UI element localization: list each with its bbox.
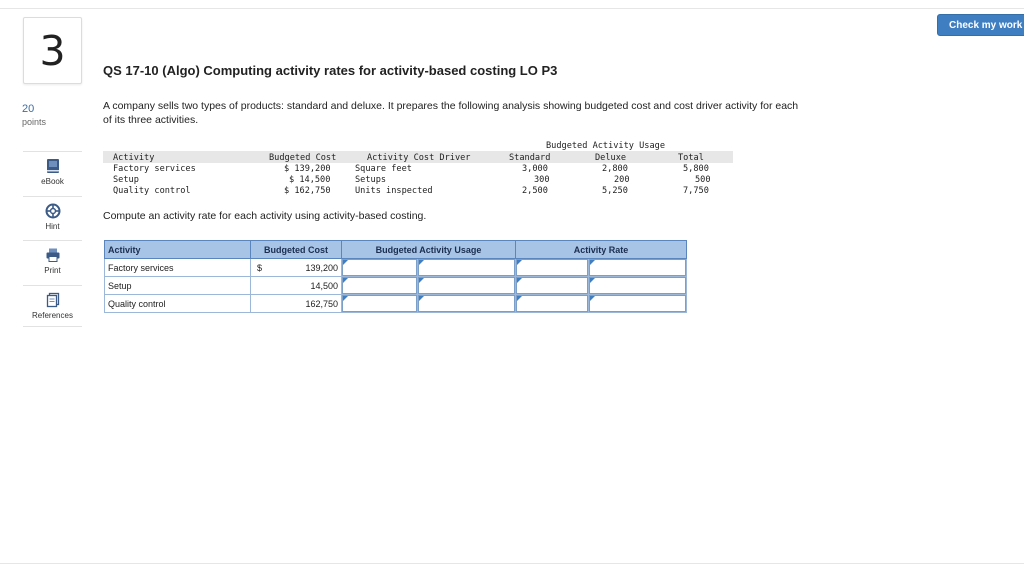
row-activity: Factory services — [105, 259, 251, 277]
usage-input-denominator[interactable] — [418, 259, 515, 276]
print-label: Print — [44, 266, 61, 275]
given-cell: 5,800 — [683, 164, 709, 174]
given-cell: Quality control — [113, 186, 191, 196]
given-header-cost-driver: Activity Cost Driver — [367, 153, 471, 163]
given-cell: 2,800 — [602, 164, 628, 174]
usage-input-denominator[interactable] — [418, 295, 515, 312]
given-cell: 2,500 — [522, 186, 548, 196]
row-activity: Setup — [105, 277, 251, 295]
given-group-header: Budgeted Activity Usage — [546, 141, 665, 151]
row-activity: Quality control — [105, 295, 251, 313]
given-cell: 500 — [695, 175, 711, 185]
usage-input-numerator[interactable] — [342, 295, 417, 312]
answer-header-activity: Activity — [105, 241, 251, 259]
given-header-standard: Standard — [509, 153, 551, 163]
given-cell: Setups — [355, 175, 387, 185]
check-my-work-button[interactable]: Check my work — [937, 14, 1024, 36]
hint-label: Hint — [45, 222, 60, 231]
references-icon — [45, 292, 61, 308]
print-button[interactable] — [23, 240, 82, 279]
bottom-divider — [0, 563, 1024, 564]
rate-input[interactable] — [516, 295, 588, 312]
answer-header-activity-rate: Activity Rate — [516, 241, 687, 259]
ebook-label: eBook — [41, 177, 64, 186]
given-cell: 300 — [534, 175, 550, 185]
usage-input-denominator[interactable] — [418, 277, 515, 294]
hint-icon — [45, 203, 61, 219]
table-row — [105, 295, 687, 313]
currency-symbol: $ — [251, 259, 263, 277]
given-header-deluxe: Deluxe — [595, 153, 627, 163]
rate-unit-input[interactable] — [589, 277, 686, 294]
book-icon — [45, 158, 61, 174]
given-header-activity: Activity — [113, 153, 155, 163]
given-cell: 7,750 — [683, 186, 709, 196]
points-value: 20 — [22, 103, 35, 115]
given-cell: 5,250 — [602, 186, 628, 196]
given-cell: Square feet — [355, 164, 412, 174]
question-intro: A company sells two types of products: standard and deluxe. It prepares the following analysis showing budgeted cost and cost driver activity for each of its three activities. — [103, 100, 799, 126]
given-cell: Setup — [113, 175, 139, 185]
given-header-total: Total — [678, 153, 704, 163]
question-number: 3 — [23, 17, 82, 84]
question-title: QS 17-10 (Algo) Computing activity rates for activity-based costing LO P3 — [103, 63, 558, 78]
row-budgeted-cost: 162,750 — [263, 295, 342, 313]
printer-icon — [45, 247, 61, 263]
currency-symbol — [251, 295, 263, 313]
given-cell: $ 139,200 — [284, 164, 331, 174]
given-cell: 3,000 — [522, 164, 548, 174]
given-cell: $ 14,500 — [289, 175, 331, 185]
top-divider — [0, 8, 1024, 9]
answer-header-row — [105, 241, 687, 259]
rate-unit-input[interactable] — [589, 295, 686, 312]
given-cell: Factory services — [113, 164, 196, 174]
table-row — [105, 259, 687, 277]
ebook-button[interactable] — [23, 151, 82, 190]
answer-header-budgeted-cost: Budgeted Cost — [251, 241, 342, 259]
rate-input[interactable] — [516, 259, 588, 276]
answer-header-activity-usage: Budgeted Activity Usage — [342, 241, 516, 259]
references-label: References — [32, 311, 73, 320]
given-header-budgeted-cost: Budgeted Cost — [269, 153, 337, 163]
currency-symbol — [251, 277, 263, 295]
rate-input[interactable] — [516, 277, 588, 294]
row-budgeted-cost: 139,200 — [263, 259, 342, 277]
row-budgeted-cost: 14,500 — [263, 277, 342, 295]
usage-input-numerator[interactable] — [342, 277, 417, 294]
hint-button[interactable] — [23, 196, 82, 235]
references-button[interactable] — [23, 285, 82, 327]
usage-input-numerator[interactable] — [342, 259, 417, 276]
instruction-text: Compute an activity rate for each activity using activity-based costing. — [103, 210, 427, 222]
table-row — [105, 277, 687, 295]
answer-table — [104, 240, 687, 313]
rate-unit-input[interactable] — [589, 259, 686, 276]
points-label: points — [22, 117, 47, 127]
given-cell: $ 162,750 — [284, 186, 331, 196]
given-cell: 200 — [614, 175, 630, 185]
given-cell: Units inspected — [355, 186, 433, 196]
